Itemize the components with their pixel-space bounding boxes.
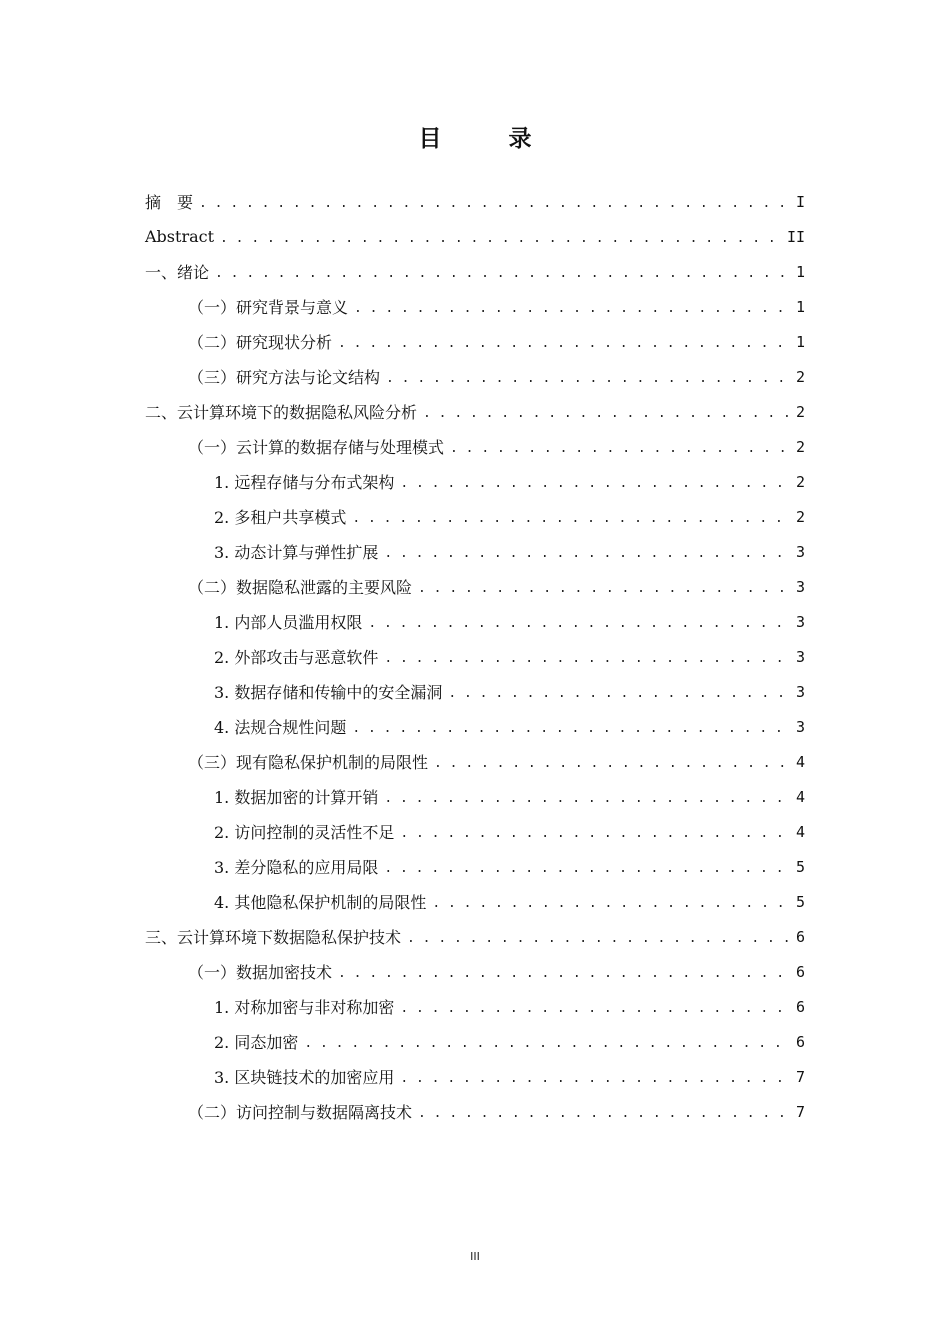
toc-entry-page: 2 <box>795 402 805 421</box>
toc-dot-leader <box>434 753 794 771</box>
toc-dot-leader <box>199 193 790 211</box>
toc-entry-page: 3 <box>795 647 805 666</box>
toc-dot-leader <box>352 718 790 736</box>
toc-entry-label: 2. 外部攻击与恶意软件 <box>214 645 384 668</box>
toc-entry[interactable] <box>0 359 950 394</box>
toc-entry[interactable] <box>0 674 950 709</box>
toc-dot-leader <box>215 263 790 281</box>
toc-entry-label: （一）云计算的数据存储与处理模式 <box>188 435 450 458</box>
toc-entry-page: 5 <box>795 892 805 911</box>
toc-entry-page: 7 <box>795 1067 805 1086</box>
toc-entry-page: I <box>795 192 805 211</box>
toc-dot-leader <box>448 683 790 701</box>
toc-entry-label: （三）现有隐私保护机制的局限性 <box>188 750 434 773</box>
toc-entry-label: Abstract <box>145 227 220 246</box>
toc-dot-leader <box>423 403 790 421</box>
toc-entry-label: （三）研究方法与论文结构 <box>188 365 386 388</box>
toc-entry-page: 2 <box>795 507 805 526</box>
toc-entry-label: 2. 同态加密 <box>214 1030 304 1053</box>
toc-entry-page: 6 <box>795 1032 805 1051</box>
toc-entry-page: 3 <box>795 542 805 561</box>
toc-entry[interactable] <box>0 429 950 464</box>
toc-dot-leader <box>407 928 790 946</box>
toc-dot-leader <box>384 858 790 876</box>
toc-entry[interactable] <box>0 744 950 779</box>
toc-entry[interactable] <box>0 254 950 289</box>
toc-dot-leader <box>338 963 794 981</box>
toc-dot-leader <box>384 788 790 806</box>
toc-entry-label: 2. 多租户共享模式 <box>214 505 352 528</box>
toc-entry-page: 1 <box>795 332 805 351</box>
toc-entry-page: 4 <box>795 752 805 771</box>
toc-entry[interactable] <box>0 184 950 219</box>
toc-entry-label: （一）数据加密技术 <box>188 960 338 983</box>
toc-entry-label: 1. 远程存储与分布式架构 <box>214 470 400 493</box>
toc-entry-label: （二）数据隐私泄露的主要风险 <box>188 575 418 598</box>
toc-entry[interactable] <box>0 394 950 429</box>
toc-dot-leader <box>418 578 794 596</box>
page-title: 目 录 <box>418 126 554 152</box>
toc-entry-label: 2. 访问控制的灵活性不足 <box>214 820 400 843</box>
toc-entry[interactable] <box>0 709 950 744</box>
toc-entry-label: 摘 要 <box>145 190 199 213</box>
toc-entry-page: 1 <box>795 297 805 316</box>
toc-entry-label: （一）研究背景与意义 <box>188 295 354 318</box>
toc-entry[interactable] <box>0 954 950 989</box>
toc-entry[interactable] <box>0 989 950 1024</box>
toc-entry-label: 三、云计算环境下数据隐私保护技术 <box>145 925 407 948</box>
toc-entry[interactable] <box>0 884 950 919</box>
toc-entry-page: 6 <box>795 927 805 946</box>
toc-dot-leader <box>384 648 790 666</box>
toc-dot-leader <box>450 438 794 456</box>
toc-entry-label: 4. 其他隐私保护机制的局限性 <box>214 890 432 913</box>
toc-entry-label: 3. 差分隐私的应用局限 <box>214 855 384 878</box>
toc-entry[interactable] <box>0 849 950 884</box>
toc-entry-label: 4. 法规合规性问题 <box>214 715 352 738</box>
toc-entry-page: 3 <box>795 682 805 701</box>
toc-entry-label: 二、云计算环境下的数据隐私风险分析 <box>145 400 423 423</box>
toc-entry-label: 1. 对称加密与非对称加密 <box>214 995 400 1018</box>
table-of-contents <box>0 184 950 1129</box>
toc-dot-leader <box>368 613 790 631</box>
toc-entry-label: 1. 内部人员滥用权限 <box>214 610 368 633</box>
toc-entry-page: 7 <box>795 1102 805 1121</box>
toc-entry-page: 1 <box>795 262 805 281</box>
toc-dot-leader <box>354 298 794 316</box>
toc-entry[interactable] <box>0 1094 950 1129</box>
toc-dot-leader <box>432 893 790 911</box>
toc-entry-page: 6 <box>795 997 805 1016</box>
toc-dot-leader <box>338 333 794 351</box>
toc-entry[interactable] <box>0 919 950 954</box>
toc-entry[interactable] <box>0 604 950 639</box>
toc-dot-leader <box>304 1033 790 1051</box>
toc-entry-page: 3 <box>795 577 805 596</box>
toc-entry-page: 2 <box>795 367 805 386</box>
toc-entry-label: 3. 区块链技术的加密应用 <box>214 1065 400 1088</box>
toc-entry[interactable] <box>0 324 950 359</box>
toc-entry-label: 一、绪论 <box>145 260 215 283</box>
toc-entry-label: （二）研究现状分析 <box>188 330 338 353</box>
toc-entry[interactable] <box>0 499 950 534</box>
toc-entry[interactable] <box>0 289 950 324</box>
toc-entry-label: （二）访问控制与数据隔离技术 <box>188 1100 418 1123</box>
toc-entry[interactable] <box>0 219 950 254</box>
toc-entry-page: II <box>786 227 805 246</box>
toc-entry[interactable] <box>0 639 950 674</box>
toc-dot-leader <box>352 508 790 526</box>
toc-entry[interactable] <box>0 534 950 569</box>
toc-entry-label: 3. 数据存储和传输中的安全漏洞 <box>214 680 448 703</box>
toc-entry-label: 1. 数据加密的计算开销 <box>214 785 384 808</box>
toc-entry-page: 2 <box>795 472 805 491</box>
toc-dot-leader <box>400 1068 790 1086</box>
toc-entry-page: 3 <box>795 717 805 736</box>
toc-entry[interactable] <box>0 814 950 849</box>
toc-entry-page: 6 <box>795 962 805 981</box>
toc-entry-page: 2 <box>795 437 805 456</box>
toc-entry-page: 4 <box>795 787 805 806</box>
toc-entry[interactable] <box>0 1024 950 1059</box>
toc-entry[interactable] <box>0 1059 950 1094</box>
toc-dot-leader <box>418 1103 794 1121</box>
toc-dot-leader <box>220 228 781 246</box>
toc-dot-leader <box>400 823 790 841</box>
toc-entry-page: 3 <box>795 612 805 631</box>
toc-entry[interactable] <box>0 464 950 499</box>
toc-entry[interactable] <box>0 779 950 814</box>
toc-dot-leader <box>384 543 790 561</box>
toc-entry[interactable] <box>0 569 950 604</box>
toc-dot-leader <box>400 998 790 1016</box>
toc-dot-leader <box>386 368 794 386</box>
toc-entry-label: 3. 动态计算与弹性扩展 <box>214 540 384 563</box>
toc-entry-page: 4 <box>795 822 805 841</box>
toc-dot-leader <box>400 473 790 491</box>
page-number: III <box>470 1250 480 1263</box>
toc-entry-page: 5 <box>795 857 805 876</box>
